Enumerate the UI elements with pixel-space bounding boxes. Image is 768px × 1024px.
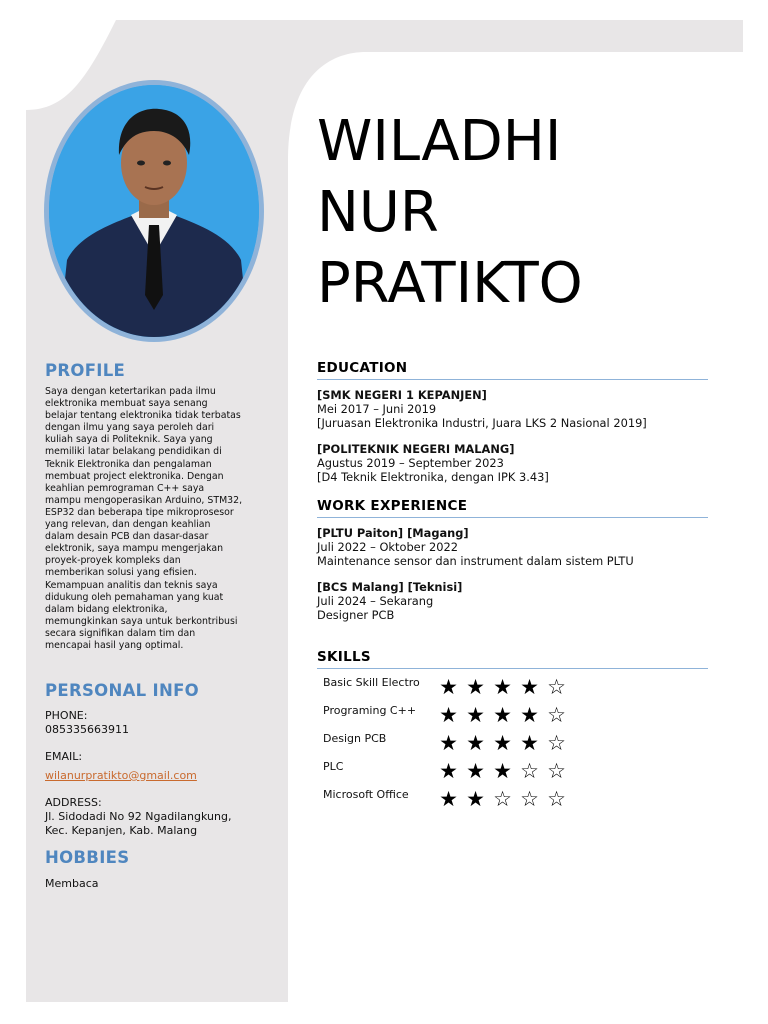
skill-rating	[435, 788, 570, 810]
education-item: [SMK NEGERI 1 KEPANJEN] Mei 2017 – Juni 2019 [Juruasan Elektronika Industri, Juara LKS 2 Nasional 2019]	[317, 388, 647, 430]
name-line-3: PRATIKTO	[317, 251, 583, 316]
skill-row	[323, 676, 583, 704]
work-experience-section	[317, 498, 708, 622]
star-filled-icon: ★	[493, 731, 512, 755]
star-filled-icon: ★	[466, 759, 485, 783]
profile-section	[45, 361, 265, 652]
name-line-2: NUR	[317, 180, 439, 245]
star-filled-icon: ★	[520, 675, 539, 699]
skills-section	[317, 649, 708, 669]
work-heading: WORK EXPERIENCE	[317, 498, 708, 518]
profile-heading: PROFILE	[45, 361, 126, 380]
skill-row	[323, 704, 583, 732]
email-label: EMAIL:	[45, 750, 83, 763]
skill-rating	[435, 704, 570, 726]
star-filled-icon: ★	[520, 731, 539, 755]
star-filled-icon: ★	[466, 675, 485, 699]
star-empty-icon: ☆	[547, 731, 566, 755]
work-item: [PLTU Paiton] [Magang] Juli 2022 – Oktober 2022 Maintenance sensor dan instrument dalam sistem PLTU	[317, 526, 634, 568]
star-filled-icon: ★	[439, 787, 458, 811]
star-filled-icon: ★	[493, 759, 512, 783]
personal-info-section	[45, 681, 265, 838]
skill-name: PLC	[323, 760, 344, 773]
star-filled-icon: ★	[493, 703, 512, 727]
skill-name: Design PCB	[323, 732, 387, 745]
education-heading: EDUCATION	[317, 360, 708, 380]
star-filled-icon: ★	[439, 703, 458, 727]
address-line-1: Jl. Sidodadi No 92 Ngadilangkung,	[45, 810, 232, 823]
profile-photo-frame	[44, 80, 264, 342]
star-filled-icon: ★	[439, 731, 458, 755]
skill-rating	[435, 760, 570, 782]
star-empty-icon: ☆	[547, 675, 566, 699]
star-filled-icon: ★	[493, 675, 512, 699]
skill-row	[323, 788, 583, 816]
star-empty-icon: ☆	[547, 787, 566, 811]
star-filled-icon: ★	[466, 703, 485, 727]
education-item: [POLITEKNIK NEGERI MALANG] Agustus 2019 – September 2023 [D4 Teknik Elektronika, dengan IPK 3.43]	[317, 442, 549, 484]
profile-photo	[49, 85, 259, 337]
skill-name: Microsoft Office	[323, 788, 409, 801]
hobbies-heading: HOBBIES	[45, 848, 130, 867]
hobbies-value: Membaca	[45, 877, 99, 890]
name-line-1: WILADHI	[317, 109, 562, 174]
profile-text: Saya dengan ketertarikan pada ilmu elektronika membuat saya senang belajar tentang elektronika tidak terbatas dengan ilmu yang saya peroleh dari kuliah saya di Politeknik. Saya yang memiliki latar belakang pendidikan di Teknik Elektronika dan pengalaman membuat project elektronika. Dengan keahlian pemrograman C++ saya mampu mengoperasikan Arduino, STM32, ESP32 dan beberapa tipe mikroprosesor yang relevan, dan dengan keahlian dalam desain PCB dan dasar-dasar elektronik, saya mampu mengerjakan proyek-proyek kompleks dan memberikan solusi yang efisien. Kemampuan analitis dan teknis saya didukung oleh pemahaman yang kuat dalam bidang elektronika, memungkinkan saya untuk berkontribusi secara signifikan dalam tim dan mencapai hasil yang optimal.	[45, 386, 243, 651]
full-name	[317, 106, 737, 319]
star-empty-icon: ☆	[493, 787, 512, 811]
email-link[interactable]: wilanurpratikto@gmail.com	[45, 769, 197, 782]
skill-row	[323, 732, 583, 760]
address-label: ADDRESS:	[45, 796, 102, 809]
education-section	[317, 360, 708, 484]
phone-label: PHONE:	[45, 709, 88, 722]
star-filled-icon: ★	[466, 731, 485, 755]
skill-name: Basic Skill Electro	[323, 676, 420, 689]
star-filled-icon: ★	[466, 787, 485, 811]
hobbies-section	[45, 848, 265, 891]
skill-rating	[435, 732, 570, 754]
star-filled-icon: ★	[439, 675, 458, 699]
personal-info-heading: PERSONAL INFO	[45, 681, 199, 700]
star-filled-icon: ★	[520, 703, 539, 727]
skill-row	[323, 760, 583, 788]
person-avatar-icon	[49, 85, 259, 337]
star-empty-icon: ☆	[520, 759, 539, 783]
star-empty-icon: ☆	[520, 787, 539, 811]
star-empty-icon: ☆	[547, 703, 566, 727]
address-line-2: Kec. Kepanjen, Kab. Malang	[45, 824, 198, 837]
skill-rating	[435, 676, 570, 698]
work-item: [BCS Malang] [Teknisi] Juli 2024 – Sekarang Designer PCB	[317, 580, 463, 622]
skills-heading: SKILLS	[317, 649, 708, 669]
star-empty-icon: ☆	[547, 759, 566, 783]
skill-name: Programing C++	[323, 704, 417, 717]
star-filled-icon: ★	[439, 759, 458, 783]
phone-value: 085335663911	[45, 723, 129, 736]
